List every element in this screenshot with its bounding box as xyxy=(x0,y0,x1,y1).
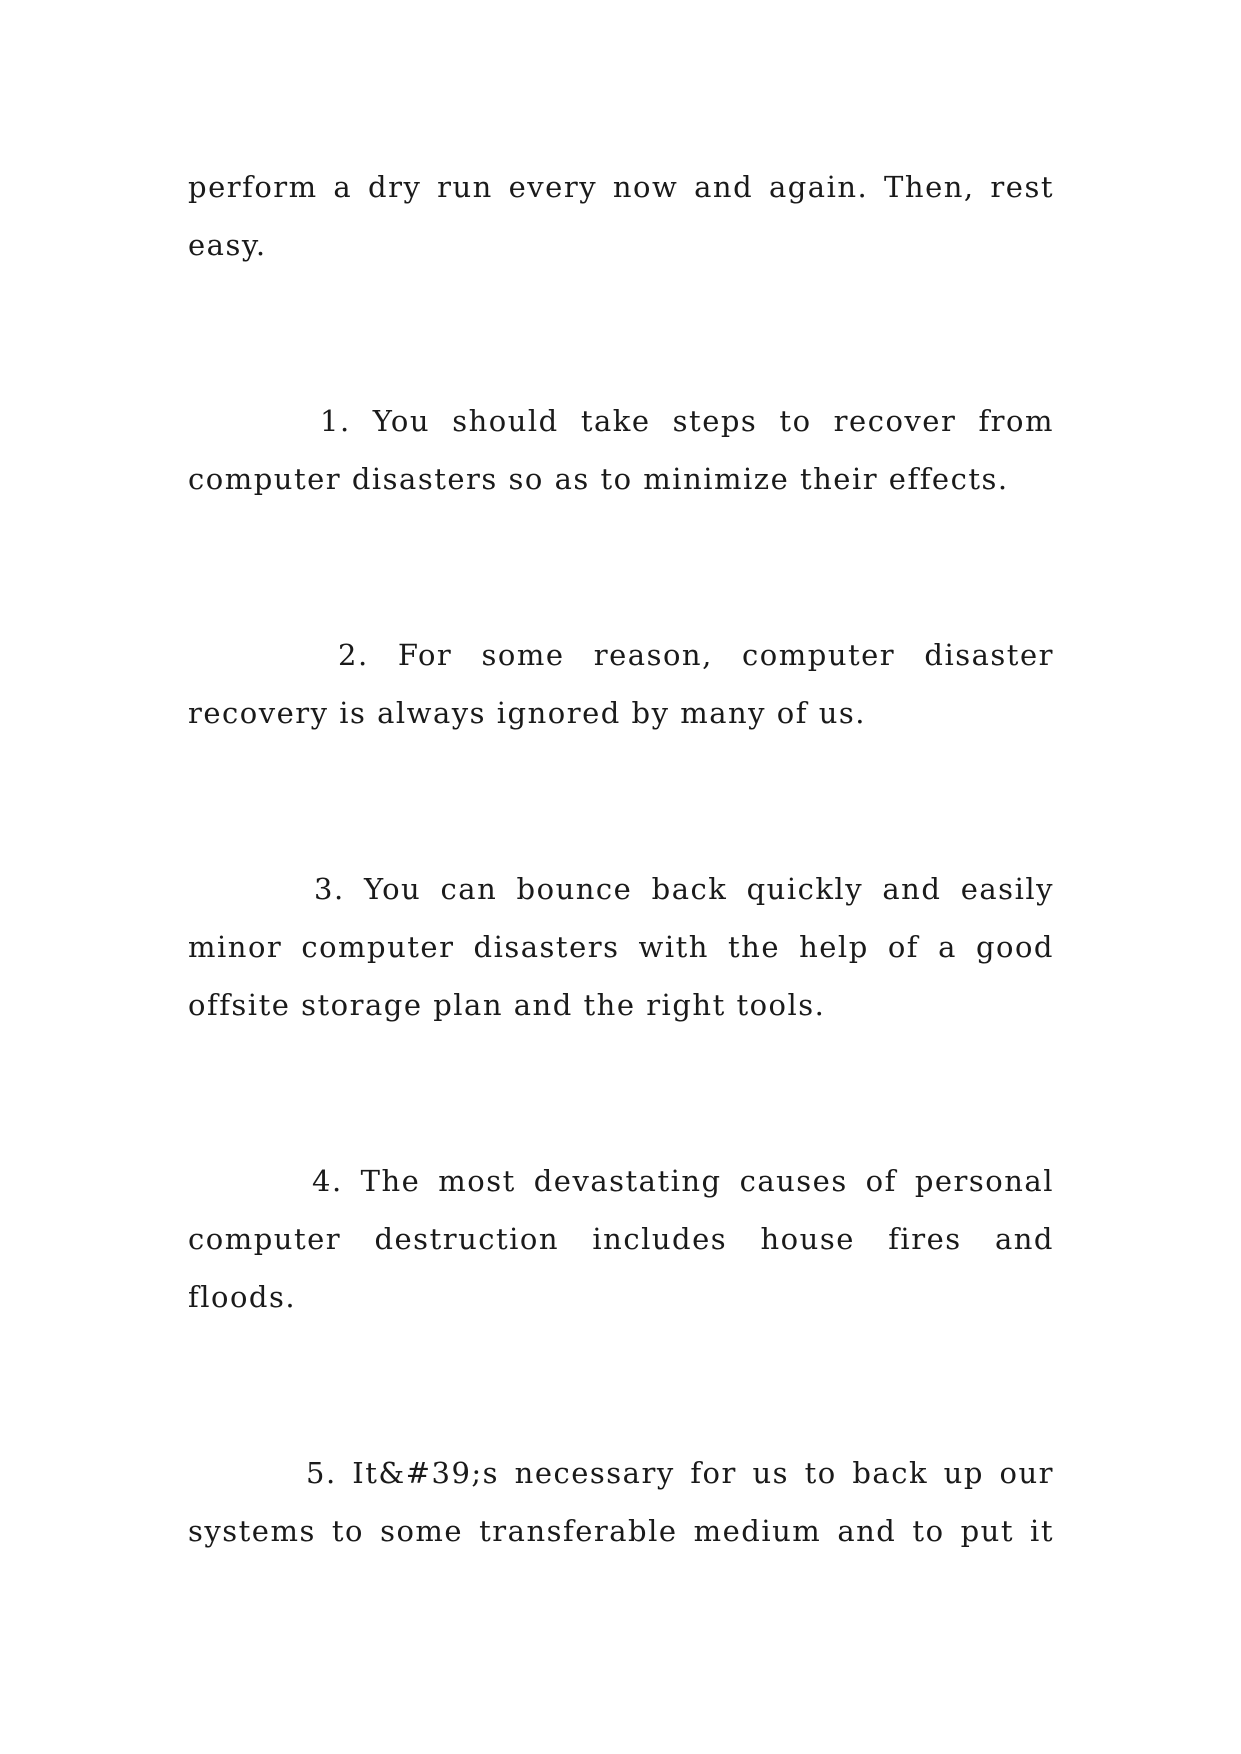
paragraph-line: 3. You can bounce back quickly and easily xyxy=(314,872,1054,906)
list-item-2 xyxy=(188,626,1054,742)
list-item-4 xyxy=(188,1152,1054,1326)
list-item-1 xyxy=(188,392,1054,508)
paragraph-line: recovery is always ignored by many of us. xyxy=(188,696,866,730)
paragraph-line: 4. The most devastating causes of personal xyxy=(312,1164,1054,1198)
paragraph-line: floods. xyxy=(188,1280,297,1314)
paragraph-line: 2. For some reason, computer disaster xyxy=(338,638,1054,672)
list-item-5 xyxy=(188,1444,1054,1560)
paragraph-line: offsite storage plan and the right tools. xyxy=(188,988,826,1022)
paragraph-line: computer destruction includes house fires and xyxy=(188,1222,1054,1256)
paragraph-line: 5. It&#39;s necessary for us to back up our xyxy=(306,1456,1054,1490)
paragraph-line: systems to some transferable medium and to put it xyxy=(188,1514,1054,1548)
paragraph-line: minor computer disasters with the help of a good xyxy=(188,930,1054,964)
paragraph-line: perform a dry run every now and again. Then, rest xyxy=(188,170,1054,204)
paragraph-line: computer disasters so as to minimize their effects. xyxy=(188,462,1009,496)
paragraph-line: easy. xyxy=(188,228,267,262)
paragraph-line: 1. You should take steps to recover from xyxy=(320,404,1054,438)
paragraph-intro xyxy=(188,158,1054,274)
list-item-3 xyxy=(188,860,1054,1034)
